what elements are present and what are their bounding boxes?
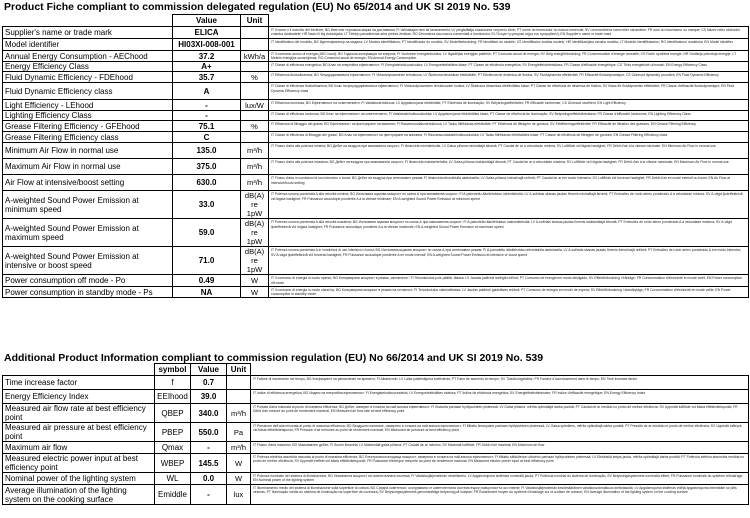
- row-translations: IT Efficienza luminosa; BG Ефективност на осветлението; FI Valaistustehokkuus; LV Apgaismojuma efektivitāte; PT Eficiência de iluminação; SV Belysningseffektivitet; FR Efficacité lumineuse; CS Účinnost osvětlení; EN Light Efficiency: [269, 100, 749, 111]
- row-label: Lighting Efficiency Class: [3, 111, 173, 121]
- row-value: C: [173, 132, 241, 143]
- row-unit: m³/h: [241, 159, 269, 175]
- row-translations: IT Il consumo di energia in modo stand-by; BG Консумирана мощност в режим на готовност; FI Tehonkulutus valmiustilassa; LV Jaudas patēriņš gaidstāves režīmā; PT Consumo de energia em modo de espera; SV Effektförbrukning i standbyläge; FR Consommation d'électricité en mode veille; EN Power consumption in standby mode: [269, 286, 749, 297]
- additional-info-title: Additional Product Information compliant to commission regulation (EU) No 66/2014 and UK SI 2019 No. 539: [4, 352, 544, 364]
- table-row: [3, 51, 749, 62]
- table-row: [3, 159, 749, 175]
- row-label: Grease Filtering Efficiency - GFEhood: [3, 121, 173, 132]
- row-label: Measured air pressure at best efficiency point: [3, 423, 155, 442]
- row-label: Measured air flow rate at best efficiency point: [3, 404, 155, 423]
- row-symbol: QBEP: [155, 404, 191, 423]
- row-unit: [241, 83, 269, 100]
- table-row: [3, 83, 749, 100]
- row-unit: dB(A) re 1pW: [241, 219, 269, 247]
- row-label: Fluid Dynamic Efficiency - FDEhood: [3, 72, 173, 83]
- row-symbol: f: [155, 376, 191, 390]
- row-value: 550.0: [191, 423, 227, 442]
- row-translations: IT Potenza nominale del sistema di illuminazione; BG Номинална мощност на осветителната система; FI Valaistusjärjestelmän nimellisteho; LV Apgaismojuma sistēmas nominālā jauda; PT Potência nominal do sistema de iluminação; SV Belysningssystemets nominella effekt; FR Puissance nominale du système d'éclairage; EN Nominal power of the lighting system: [251, 473, 749, 485]
- table-row: [3, 121, 749, 132]
- table-row: [3, 175, 749, 191]
- row-value: 33.0: [173, 191, 241, 219]
- row-unit: kWh/a: [241, 51, 269, 62]
- row-unit: lux/W: [241, 100, 269, 111]
- row-symbol: WBEP: [155, 454, 191, 473]
- table-row: [3, 485, 749, 505]
- row-label: Measured electric power input at best efficiency point: [3, 454, 155, 473]
- table-row: [3, 376, 749, 390]
- row-symbol: Emiddle: [155, 485, 191, 505]
- row-translations: IT Il consumo di energia in modo spento; BG Консумирана мощност в режим „изключено“; FI Tehonkulutus pois päältä -tilassa; LV Jaudas patēriņš izslēgtā režīmā; PT Consumo de energia em modo desligado; SV Effektförbrukning i frånläge; FR Consommation d'électricité en mode arrêt; EN Power consumption off mode: [269, 275, 749, 286]
- row-unit: %: [241, 72, 269, 83]
- row-translations: IT Flusso d'aria alla potenza massima; BG Дебит на въздуха при максимална скорост; FI Ilmanvirta maksimiteholla; LV Gaisa plūsma maksimālajā ātrumā; PT Caudal de ar à velocidade máxima; SV Luftflöde vid högsta hastighet; FR Débit d'air à la vitesse maximale; EN Maximum Air Flow in normal use: [269, 159, 749, 175]
- blank-header-cell: [3, 364, 155, 376]
- row-value: -: [173, 100, 241, 111]
- row-value: ELICA: [173, 27, 241, 39]
- blank-header-cell: [269, 15, 749, 27]
- row-value: HI03XI-008-001: [173, 39, 241, 51]
- fiche-table: [2, 14, 749, 298]
- row-value: 0.49: [173, 275, 241, 286]
- table-row: [3, 100, 749, 111]
- additional-info-table: [2, 363, 749, 505]
- row-label: Minimum Air Flow in normal use: [3, 143, 173, 159]
- row-value: 375.0: [173, 159, 241, 175]
- table-row: [3, 442, 749, 454]
- row-translations: IT Fattore di incremento nel tempo; BG Коефициент на увеличение на времето; FI Aikakerroin; LV Laika palielinājuma koeficients; PT Fator de aumento do tempo; SV Tidsökningsfaktor; FR Facteur d'accroissement dans le temps; EN Time increase factor: [251, 376, 749, 390]
- value-header: Value: [191, 364, 227, 376]
- row-unit: [241, 27, 269, 39]
- row-translations: IT Efficienza fluidodinamica; BG Флуидодинамична ефективност; FI Virtausdynaaminen tehokkuus; LV Šķidruma dinamikas efektivitāte; PT Eficiência de dinâmica de fluidos; SV Fluiddynamisk effektivitet; FR Efficacité fluidodynamique; CS Účinnost dynamiky proudění; EN Fluid Dynamic Efficiency: [269, 72, 749, 83]
- row-unit: W: [241, 275, 269, 286]
- row-label: Air Flow at intensive/boost setting: [3, 175, 173, 191]
- table-row: [3, 219, 749, 247]
- table-row: [3, 423, 749, 442]
- row-unit: W: [227, 454, 251, 473]
- row-unit: dB(A) re 1pW: [241, 191, 269, 219]
- row-label: Time increase factor: [3, 376, 155, 390]
- row-value: A: [173, 83, 241, 100]
- row-label: Grease Filtering Efficiency class: [3, 132, 173, 143]
- row-label: Model identifier: [3, 39, 173, 51]
- table-row: [3, 27, 749, 39]
- row-unit: Pa: [227, 423, 251, 442]
- table-row: [3, 286, 749, 297]
- row-label: Fluid Dynamic Efficiency class: [3, 83, 173, 100]
- row-unit: %: [241, 121, 269, 132]
- row-translations: IT Classe di efficienza energetica; BG Клас на енергийна ефективност; FI Energiatehokkuusluokka; LV Energoefektivitātes klase; PT Classe de eficiência energética; SV Energieffektivitetsklass; FR Classe d'efficacité énergétique; CS Třída energetické účinnosti; EN Energy Efficiency Class: [269, 62, 749, 72]
- row-value: NA: [173, 286, 241, 297]
- fiche-title: Product Fiche compliant to commission delegated regulation (EU) No 65/2014 and UK SI 2019 No. 539: [4, 1, 511, 13]
- blank-header-cell: [251, 364, 749, 376]
- row-label: A-weighted Sound Power Emission at maximum speed: [3, 219, 173, 247]
- row-translations: IT Illuminamento medio del sistema di illuminazione sulla superficie di cottura; BG Средна осветеност, осигурявана от осветителната система върху повърхността за готвене; FI Valaistusjärjestelmän keskimääräinen valaistusvoimakkuus keittotasolla; LV Apgaismojuma sistēmas vidējā apgaismojuma intensitāte uz plīts virsmas; PT Iluminação média do sistema de iluminação na superfície de cozedura; SV Belysningssystemets genomsnittliga belysning på kokytan; FR Éclairement moyen du système d'éclairage sur la surface de cuisson; EN Average illumination of the lighting system on the cooking surface: [251, 485, 749, 505]
- row-value: 0.7: [191, 376, 227, 390]
- row-value: 340.0: [191, 404, 227, 423]
- row-translations: IT Flusso d'aria in condizioni di uso intensivo o boost; BG Дебит на въздуха при интензивен режим; FI Ilmanvirta tehostetulla asetuksella; LV Gaisa plūsma intensīvajā režīmā; PT Caudal de ar em modo intensivo; SV Luftflöde vid forcerad hastighet; FR Débit d'air en mode intensif ou boost; EN Air Flow at intensive/boost setting: [269, 175, 749, 191]
- row-translations: IT Identificativo del modello; BG Идентификатор на модела; LV Modeļa identifikators; PT Identificador do modelo; SV Modellbeteckning; FR Identifiant du modèle; CS Identifikační značka modelu; HR Identifikacijska oznaka modela; LT Modelio identifikatorius; RO Identificatorul modelului; EN Model identifier: [269, 39, 749, 51]
- table-row: [3, 473, 749, 485]
- row-label: Energy Efficiency Class: [3, 62, 173, 72]
- symbol-header: symbol: [155, 364, 191, 376]
- row-unit: [227, 376, 251, 390]
- row-label: A-weighted Sound Power Emission at minimum speed: [3, 191, 173, 219]
- table-row: [3, 72, 749, 83]
- row-translations: IT Classe di efficienza fluidodinamica; BG Клас на флуидодинамична ефективност; FI Virtausdynaamisen tehokkuuden luokka; LV Šķidruma dinamikas efektivitātes klase; PT Classe de eficiência de dinâmica de fluidos; SV Klass för fluiddynamisk effektivitet; FR Classe d'efficacité fluidodynamique; EN Fluid Dynamic Efficiency class: [269, 83, 749, 100]
- table-row: [3, 111, 749, 121]
- table-row: [3, 39, 749, 51]
- row-translations: IT Flusso d'aria massimo; BG Максимален дебит; FI Suurin ilmavirta; LV Maksimālā gaisa plūsma; PT Caudal de ar máximo; SV Maximalt luftflöde; FR Débit d'air maximal; EN Maximum air flow: [251, 442, 749, 454]
- table-row: [3, 191, 749, 219]
- row-unit: [241, 39, 269, 51]
- table-row: [3, 62, 749, 72]
- row-label: Power consumption in standby mode - Ps: [3, 286, 173, 297]
- row-value: 39.0: [191, 390, 227, 404]
- table-row: [3, 390, 749, 404]
- row-unit: dB(A) re 1pW: [241, 247, 269, 275]
- row-label: Light Efficiency - LEhood: [3, 100, 173, 111]
- row-translations: IT Efficienza di filtraggio dei grassi; BG Ефективност на филтриране на мазнини; FI Rasvansuodatustehokkuus; LV Tauku filtrēšanas efektivitāte; PT Eficiência de filtragem de gordura; SV Fettfiltreringseffektivitet; FR Efficacité de filtration des graisses; EN Grease Filtering Efficiency: [269, 121, 749, 132]
- row-translations: IT Il consumo annuo di energia (AEC hood); BG Годишна консумация на енергия; FI Vuotuinen energiankulutus; LV Ikgadējais enerģijas patēriņš; PT Consumo anual de energia; SV Årlig energiförbrukning; FR Consommation d'énergie annuelle; CS Roční spotřeba energie; HR Godišnja potrošnja energije; LT Metinis energijos suvartojimas; RO Consumul anual de energie; EN Annual Energy Consumption: [269, 51, 749, 62]
- row-label: Power consumption off mode - Po: [3, 275, 173, 286]
- row-symbol: WL: [155, 473, 191, 485]
- row-translations: IT Indice di efficienza energetica; BG Индекс на енергийна ефективност; FI Energiatehokkuusindeksi; LV Energoefektivitātes indekss; PT Índice de eficiência energética; SV Energieffektivitetsindex; FR Indice d'efficacité énergétique; EN Energy Efficiency Index: [251, 390, 749, 404]
- row-translations: IT Flusso d'aria alla potenza minima; BG Дебит на въздуха при минимална скорост; FI Ilmanvirta minimiteholla; LV Gaisa plūsma minimālajā ātrumā; PT Caudal de ar à velocidade mínima; SV Luftflöde vid lägsta hastighet; FR Débit d'air à la vitesse minimale; EN Minimum Air Flow in normal use: [269, 143, 749, 159]
- row-unit: [241, 111, 269, 121]
- row-value: 630.0: [173, 175, 241, 191]
- row-translations: IT Classe di efficienza luminosa; BG Клас на ефективност на осветлението; FI Valaistustehokkuusluokka; LV Apgaismojuma efektivitātes klase; PT Classe de eficiência de iluminação; SV Belysningseffektivitetsklass; FR Classe d'efficacité lumineuse; EN Lighting Efficiency Class: [269, 111, 749, 121]
- row-value: 59.0: [173, 219, 241, 247]
- row-unit: m³/h: [241, 143, 269, 159]
- row-unit: W: [241, 286, 269, 297]
- table-row: [3, 143, 749, 159]
- row-unit: [241, 132, 269, 143]
- row-translations: IT Potenza elettrica assorbita misurata al punto di massima efficienza; BG Електрическа входяща мощност, измерена в точката на най-висока ефективност; FI Mitattu sähkötehon ottoteho parhaan hyötysuhteen pisteessä; LV Elektriskā ieejas jauda, mērīta optimālajā darba punktā; PT Potência elétrica absorvida medida no ponto de melhor eficiência; SV Uppmätt ineffekt vid bästa effektivitetspunkt; FR Puissance électrique mesurée au point de rendement maximal; EN Measured electric power input at best efficiency point: [251, 454, 749, 473]
- row-translations: IT Classe di efficienza di filtraggio dei grassi; BG Клас на ефективност на филтриране на мазнини; FI Rasvansuodatustehokkuusluokka; LV Tauku filtrēšanas efektivitātes klase; PT Classe de eficiência de filtragem de gordura; EN Grease Filtering Efficiency class: [269, 132, 749, 143]
- unit-header: Unit: [227, 364, 251, 376]
- unit-header: Unit: [241, 15, 269, 27]
- row-value: 135.0: [173, 143, 241, 159]
- row-value: 75.1: [173, 121, 241, 132]
- table-row: [3, 247, 749, 275]
- row-unit: [241, 62, 269, 72]
- table-row: [3, 132, 749, 143]
- row-label: Annual Energy Consumption - AEChood: [3, 51, 173, 62]
- row-symbol: PBEP: [155, 423, 191, 442]
- row-translations: IT Portata d'aria misurata al punto di massima efficienza; BG Дебит, измерен в точката на най-висока ефективност; FI Ilmavirta parhaan hyötysuhteen pisteessä; LV Gaisa plūsma, mērīta optimālajā darba punktā; PT Caudal de ar medido no ponto de melhor eficiência; SV Uppmätt luftflöde vid bästa effektivitetspunkt; FR Débit d'air mesuré au point de rendement maximal; EN Measured air flow rate at best efficiency point: [251, 404, 749, 423]
- table-row: [3, 275, 749, 286]
- row-label: Supplier's name or trade mark: [3, 27, 173, 39]
- row-value: 145.5: [191, 454, 227, 473]
- row-value: 37.2: [173, 51, 241, 62]
- row-symbol: EEIhood: [155, 390, 191, 404]
- row-value: 35.7: [173, 72, 241, 83]
- row-symbol: Qmax: [155, 442, 191, 454]
- row-translations: IT Potenza sonora ponderata A in condizioni di uso intensivo o boost; BG Излъчвана шумова мощност по скала А при интензивен режим; FI A-painotettu äänitehotaso tehostetulla asetuksella; LV A-svērtais skaņas jaudas līmenis intensīvajā režīmā; PT Emissões de ruído aéreo ponderado A em modo intensivo; SV A-vägd ljudeffektnivå vid forcerad hastighet; FR Puissance acoustique pondérée A en mode intensif; EN A-weighted Sound Power Emission at intensive or boost speed: [269, 247, 749, 275]
- row-value: A+: [173, 62, 241, 72]
- row-value: -: [173, 111, 241, 121]
- table-row: [3, 454, 749, 473]
- value-header: Value: [173, 15, 241, 27]
- row-unit: W: [227, 473, 251, 485]
- blank-header-cell: [3, 15, 173, 27]
- row-label: Average illumination of the lighting system on the cooking surface: [3, 485, 155, 505]
- row-unit: m³/h: [241, 175, 269, 191]
- row-label: Nominal power of the lighting system: [3, 473, 155, 485]
- row-value: 0.0: [191, 473, 227, 485]
- row-value: -: [191, 442, 227, 454]
- row-translations: IT Pressione dell'aria misurata al punto di massima efficienza; BG Въздушно налягане, измерено в точката на най-висока ефективност; FI Mitattu ilmanpaine parhaan hyötysuhteen pisteessä; LV Gaisa spiediens, mērīts optimālajā darba punktā; PT Pressão de ar medida no ponto de melhor eficiência; SV Uppmätt lufttryck vid bästa effektivitetspunkt; FR Pression d'air mesurée au point de rendement maximal; EN Measured air pressure at best efficiency point: [251, 423, 749, 442]
- row-value: 71.0: [173, 247, 241, 275]
- row-label: A-weighted Sound Power Emission at intensive or boost speed: [3, 247, 173, 275]
- row-label: Maximum Air Flow in normal use: [3, 159, 173, 175]
- row-label: Maximum air flow: [3, 442, 155, 454]
- table-row: [3, 404, 749, 423]
- row-unit: lux: [227, 485, 251, 505]
- row-unit: [227, 390, 251, 404]
- row-translations: IT Potenza sonora ponderata A alla velocità massima; BG Излъчвана шумова мощност по скала А при максимална скорост; FI A-painotettu äänitehotaso maksimiteholla; LV A-svērtais skaņas jaudas līmenis maksimālajā ātrumā; PT Emissões de ruído aéreo ponderado A à velocidade máxima; SV A-vägd ljudeffektnivå vid högsta hastighet; FR Puissance acoustique pondérée A à la vitesse maximale; EN A-weighted Sound Power Emission at maximum speed: [269, 219, 749, 247]
- row-label: Energy Efficiency Index: [3, 390, 155, 404]
- row-translations: IT Potenza sonora ponderata A alla velocità minima; BG Излъчвана шумова мощност по скала А при минимална скорост; FI A-painotettu äänitehotaso minimiteholla; LV A-svērtais skaņas jaudas līmenis minimālajā ātrumā; PT Emissões de ruído aéreo ponderado A à velocidade mínima; SV A-vägd ljudeffektnivå vid lägsta hastighet; FR Puissance acoustique pondérée A à la vitesse minimale; EN A-weighted Sound Power Emission at minimum speed: [269, 191, 749, 219]
- row-unit: m³/h: [227, 442, 251, 454]
- row-translations: IT Il nome o il marchio del fornitore; BG Име или търговска марка на доставчика; FI Valmistajan nimi tai tavaramerkki; LV piegādātāja nosaukums vai preču zīme; PT nome do fornecedor ou marca comercial; SV Leverantörens namn eller varumärke; FR nom du fournisseur ou marque; CS Název nebo obchodní známka dodavatele; HR Naziv ili žig dobavljača; LT Tiekėjo pavadinimas arba prekės ženklas; RO Denumirea sau marca comercială a furnizorului; EL Όνομα ή εμπορικό σήμα του προμηθευτή; EN Supplier's name or trade mark: [269, 27, 749, 39]
- row-unit: m³/h: [227, 404, 251, 423]
- row-value: -: [191, 485, 227, 505]
